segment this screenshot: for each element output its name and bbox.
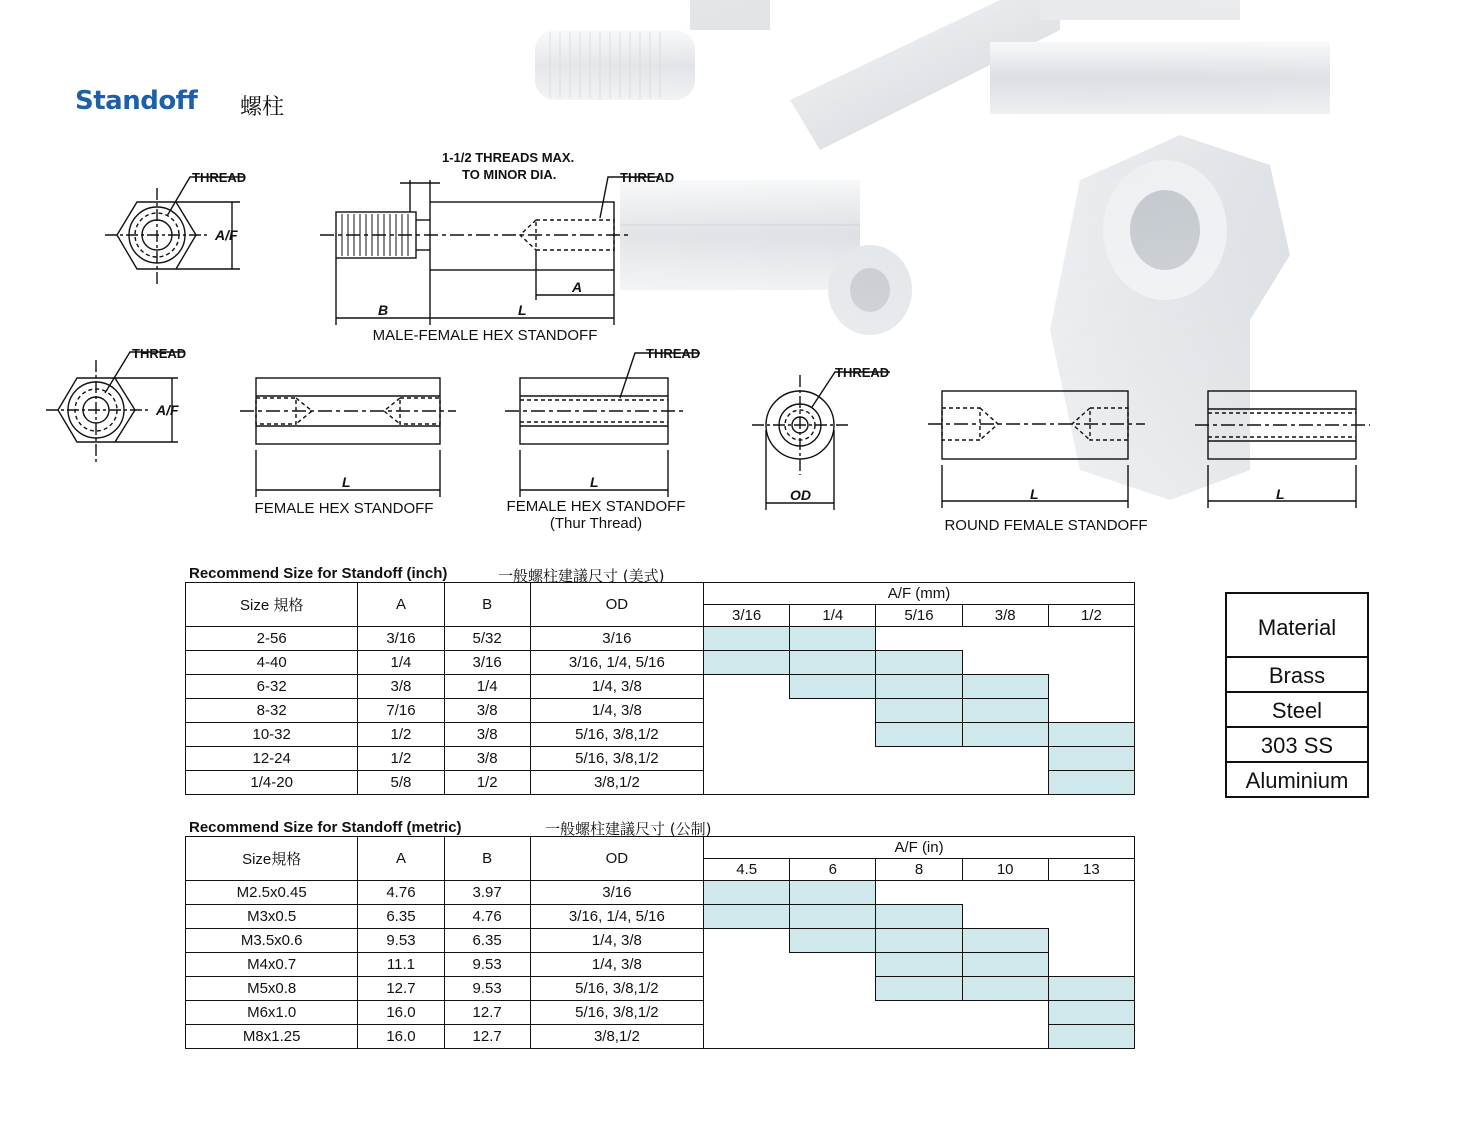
af-fit-cell [790, 651, 876, 675]
material-item: Steel [1227, 691, 1367, 726]
header-a: A [358, 837, 444, 881]
af-fit-cell [704, 627, 790, 651]
af-empty-cell [962, 627, 1048, 651]
af-empty-cell [790, 953, 876, 977]
header-size: Size規格 [186, 837, 358, 881]
af-fit-cell [1048, 723, 1134, 747]
table-row [186, 977, 1135, 1001]
caption-female-thru-1: FEMALE HEX STANDOFF [506, 498, 686, 515]
caption-round-female: ROUND FEMALE STANDOFF [944, 517, 1148, 534]
metric-table-caption: Recommend Size for Standoff (metric) [189, 819, 462, 836]
af-column-header: 1/4 [790, 605, 876, 627]
thread-label-3: THREAD [132, 346, 187, 361]
af-empty-cell [790, 723, 876, 747]
af-empty-cell [1048, 675, 1134, 699]
af-empty-cell [876, 1001, 962, 1025]
cell-od: 5/16, 3/8,1/2 [530, 977, 703, 1001]
cell-size: 4-40 [186, 651, 358, 675]
female-thru-side-view [505, 353, 700, 497]
cell-size: 10-32 [186, 723, 358, 747]
af-fit-cell [962, 675, 1048, 699]
af-empty-cell [1048, 953, 1134, 977]
af-fit-cell [876, 905, 962, 929]
cell-od: 1/4, 3/8 [530, 699, 703, 723]
cell-od: 3/16 [530, 627, 703, 651]
table-row [186, 771, 1135, 795]
cell-od: 3/16, 1/4, 5/16 [530, 905, 703, 929]
af-empty-cell [790, 1025, 876, 1049]
af-empty-cell [704, 977, 790, 1001]
thread-label-1: THREAD [192, 170, 247, 185]
af-fit-cell [962, 953, 1048, 977]
caption-male-female: MALE-FEMALE HEX STANDOFF [372, 327, 598, 344]
table-row [186, 723, 1135, 747]
cell-b: 12.7 [444, 1001, 530, 1025]
header-b: B [444, 583, 530, 627]
dim-b-label: B [378, 302, 389, 318]
table-row [186, 953, 1135, 977]
af-column-header: 10 [962, 859, 1048, 881]
cell-od: 1/4, 3/8 [530, 675, 703, 699]
af-fit-cell [1048, 977, 1134, 1001]
header-od: OD [530, 583, 703, 627]
af-empty-cell [790, 699, 876, 723]
af-fit-cell [962, 723, 1048, 747]
cell-a: 1/2 [358, 747, 444, 771]
cell-od: 5/16, 3/8,1/2 [530, 723, 703, 747]
cell-size: M4x0.7 [186, 953, 358, 977]
table-row [186, 675, 1135, 699]
af-empty-cell [704, 1001, 790, 1025]
cell-od: 1/4, 3/8 [530, 929, 703, 953]
cell-a: 12.7 [358, 977, 444, 1001]
material-item: Brass [1227, 656, 1367, 691]
material-header: Material [1257, 615, 1337, 640]
af-fit-cell [962, 977, 1048, 1001]
af-empty-cell [962, 747, 1048, 771]
af-fit-cell [1048, 1001, 1134, 1025]
thread-label-5: THREAD [835, 365, 890, 380]
af-fit-cell [876, 651, 962, 675]
material-item: 303 SS [1227, 726, 1367, 761]
af-empty-cell [704, 771, 790, 795]
af-empty-cell [704, 953, 790, 977]
af-label-1: A/F [215, 227, 238, 243]
header-size: Size 規格 [186, 583, 358, 627]
cell-a: 1/4 [358, 651, 444, 675]
cell-b: 3.97 [444, 881, 530, 905]
cell-a: 4.76 [358, 881, 444, 905]
af-fit-cell [876, 723, 962, 747]
af-empty-cell [876, 627, 962, 651]
af-column-header: 13 [1048, 859, 1134, 881]
round-end-view [752, 372, 890, 510]
header-od: OD [530, 837, 703, 881]
af-fit-cell [704, 881, 790, 905]
af-empty-cell [876, 747, 962, 771]
af-empty-cell [1048, 651, 1134, 675]
cell-size: M3x0.5 [186, 905, 358, 929]
inch-table-caption: Recommend Size for Standoff (inch) [189, 565, 448, 582]
af-fit-cell [876, 675, 962, 699]
af-fit-cell [962, 699, 1048, 723]
af-empty-cell [790, 771, 876, 795]
table-header-row [186, 583, 1135, 605]
cell-b: 9.53 [444, 977, 530, 1001]
af-empty-cell [1048, 881, 1134, 905]
table-row [186, 905, 1135, 929]
af-empty-cell [962, 771, 1048, 795]
af-empty-cell [704, 699, 790, 723]
metric-size-table [185, 836, 1135, 1049]
technical-drawings [0, 0, 1460, 560]
table-row [186, 881, 1135, 905]
af-empty-cell [790, 1001, 876, 1025]
af-fit-cell [790, 627, 876, 651]
max-thread-note-1: 1-1/2 THREADS MAX. [442, 150, 575, 165]
af-fit-cell [790, 881, 876, 905]
af-fit-cell [790, 905, 876, 929]
table-row [186, 1001, 1135, 1025]
af-fit-cell [876, 953, 962, 977]
cell-a: 16.0 [358, 1025, 444, 1049]
cell-size: M5x0.8 [186, 977, 358, 1001]
cell-size: M3.5x0.6 [186, 929, 358, 953]
cell-size: M2.5x0.45 [186, 881, 358, 905]
cell-size: 12-24 [186, 747, 358, 771]
dim-a-label: A [572, 279, 583, 295]
table-row [186, 651, 1135, 675]
af-column-header: 1/2 [1048, 605, 1134, 627]
cell-size: 6-32 [186, 675, 358, 699]
cell-b: 3/8 [444, 723, 530, 747]
page-title: Standoff [75, 86, 198, 116]
cell-od: 1/4, 3/8 [530, 953, 703, 977]
cell-b: 12.7 [444, 1025, 530, 1049]
cell-size: 1/4-20 [186, 771, 358, 795]
inch-table-caption-zh: 一般螺柱建議尺寸 (美式) [498, 567, 665, 585]
af-empty-cell [1048, 699, 1134, 723]
af-empty-cell [876, 771, 962, 795]
af-column-header: 4.5 [704, 859, 790, 881]
af-empty-cell [790, 747, 876, 771]
af-empty-cell [876, 1025, 962, 1049]
cell-od: 5/16, 3/8,1/2 [530, 747, 703, 771]
af-empty-cell [1048, 929, 1134, 953]
cell-od: 3/8,1/2 [530, 1025, 703, 1049]
header-af: A/F (mm) [704, 583, 1135, 605]
cell-a: 16.0 [358, 1001, 444, 1025]
af-column-header: 8 [876, 859, 962, 881]
af-empty-cell [962, 1025, 1048, 1049]
thread-label-4: THREAD [646, 346, 701, 361]
cell-b: 4.76 [444, 905, 530, 929]
page-title-chinese: 螺柱 [240, 95, 285, 120]
af-column-header: 3/8 [962, 605, 1048, 627]
cell-a: 3/16 [358, 627, 444, 651]
af-empty-cell [876, 881, 962, 905]
af-empty-cell [704, 747, 790, 771]
cell-b: 6.35 [444, 929, 530, 953]
dim-od-label: OD [790, 487, 811, 503]
cell-size: 8-32 [186, 699, 358, 723]
cell-a: 9.53 [358, 929, 444, 953]
af-fit-cell [1048, 747, 1134, 771]
cell-b: 1/2 [444, 771, 530, 795]
af-empty-cell [1048, 905, 1134, 929]
cell-a: 6.35 [358, 905, 444, 929]
table-row [186, 1025, 1135, 1049]
cell-b: 3/8 [444, 747, 530, 771]
af-empty-cell [704, 1025, 790, 1049]
af-column-header: 6 [790, 859, 876, 881]
max-thread-note-2: TO MINOR DIA. [462, 167, 557, 182]
header-af: A/F (in) [704, 837, 1135, 859]
material-item: Aluminium [1227, 761, 1367, 796]
cell-od: 5/16, 3/8,1/2 [530, 1001, 703, 1025]
caption-female-hex: FEMALE HEX STANDOFF [254, 500, 434, 517]
af-fit-cell [1048, 1025, 1134, 1049]
af-empty-cell [790, 977, 876, 1001]
table-row [186, 627, 1135, 651]
dim-l-label-3: L [590, 474, 599, 490]
af-empty-cell [704, 675, 790, 699]
cell-b: 3/8 [444, 699, 530, 723]
table-row [186, 699, 1135, 723]
af-fit-cell [704, 905, 790, 929]
dim-l-label-4: L [1030, 486, 1039, 502]
cell-a: 11.1 [358, 953, 444, 977]
af-label-2: A/F [156, 402, 179, 418]
caption-female-thru-2: (Thur Thread) [549, 515, 643, 532]
metric-table-caption-zh: 一般螺柱建議尺寸 (公制) [545, 820, 712, 838]
cell-b: 9.53 [444, 953, 530, 977]
af-fit-cell [790, 929, 876, 953]
af-empty-cell [704, 723, 790, 747]
af-empty-cell [1048, 627, 1134, 651]
cell-a: 5/8 [358, 771, 444, 795]
af-fit-cell [962, 929, 1048, 953]
cell-a: 3/8 [358, 675, 444, 699]
cell-a: 1/2 [358, 723, 444, 747]
cell-b: 5/32 [444, 627, 530, 651]
cell-size: M8x1.25 [186, 1025, 358, 1049]
cell-od: 3/16 [530, 881, 703, 905]
af-column-header: 5/16 [876, 605, 962, 627]
cell-od: 3/8,1/2 [530, 771, 703, 795]
inch-size-table [185, 582, 1135, 795]
table-row [186, 929, 1135, 953]
dim-l-label-5: L [1276, 486, 1285, 502]
af-fit-cell [704, 651, 790, 675]
cell-b: 1/4 [444, 675, 530, 699]
male-female-side-view [320, 177, 660, 325]
af-empty-cell [962, 651, 1048, 675]
af-fit-cell [876, 929, 962, 953]
af-fit-cell [790, 675, 876, 699]
header-a: A [358, 583, 444, 627]
af-column-header: 3/16 [704, 605, 790, 627]
dim-l-label-2: L [342, 474, 351, 490]
af-empty-cell [704, 929, 790, 953]
table-header-row [186, 837, 1135, 859]
cell-b: 3/16 [444, 651, 530, 675]
cell-size: M6x1.0 [186, 1001, 358, 1025]
material-box [1225, 592, 1369, 798]
af-fit-cell [876, 977, 962, 1001]
header-b: B [444, 837, 530, 881]
table-row [186, 747, 1135, 771]
af-fit-cell [1048, 771, 1134, 795]
cell-od: 3/16, 1/4, 5/16 [530, 651, 703, 675]
dim-l-label-1: L [518, 302, 527, 318]
cell-size: 2-56 [186, 627, 358, 651]
thread-label-2: THREAD [620, 170, 675, 185]
cell-a: 7/16 [358, 699, 444, 723]
af-empty-cell [962, 905, 1048, 929]
af-empty-cell [962, 1001, 1048, 1025]
af-empty-cell [962, 881, 1048, 905]
af-fit-cell [876, 699, 962, 723]
